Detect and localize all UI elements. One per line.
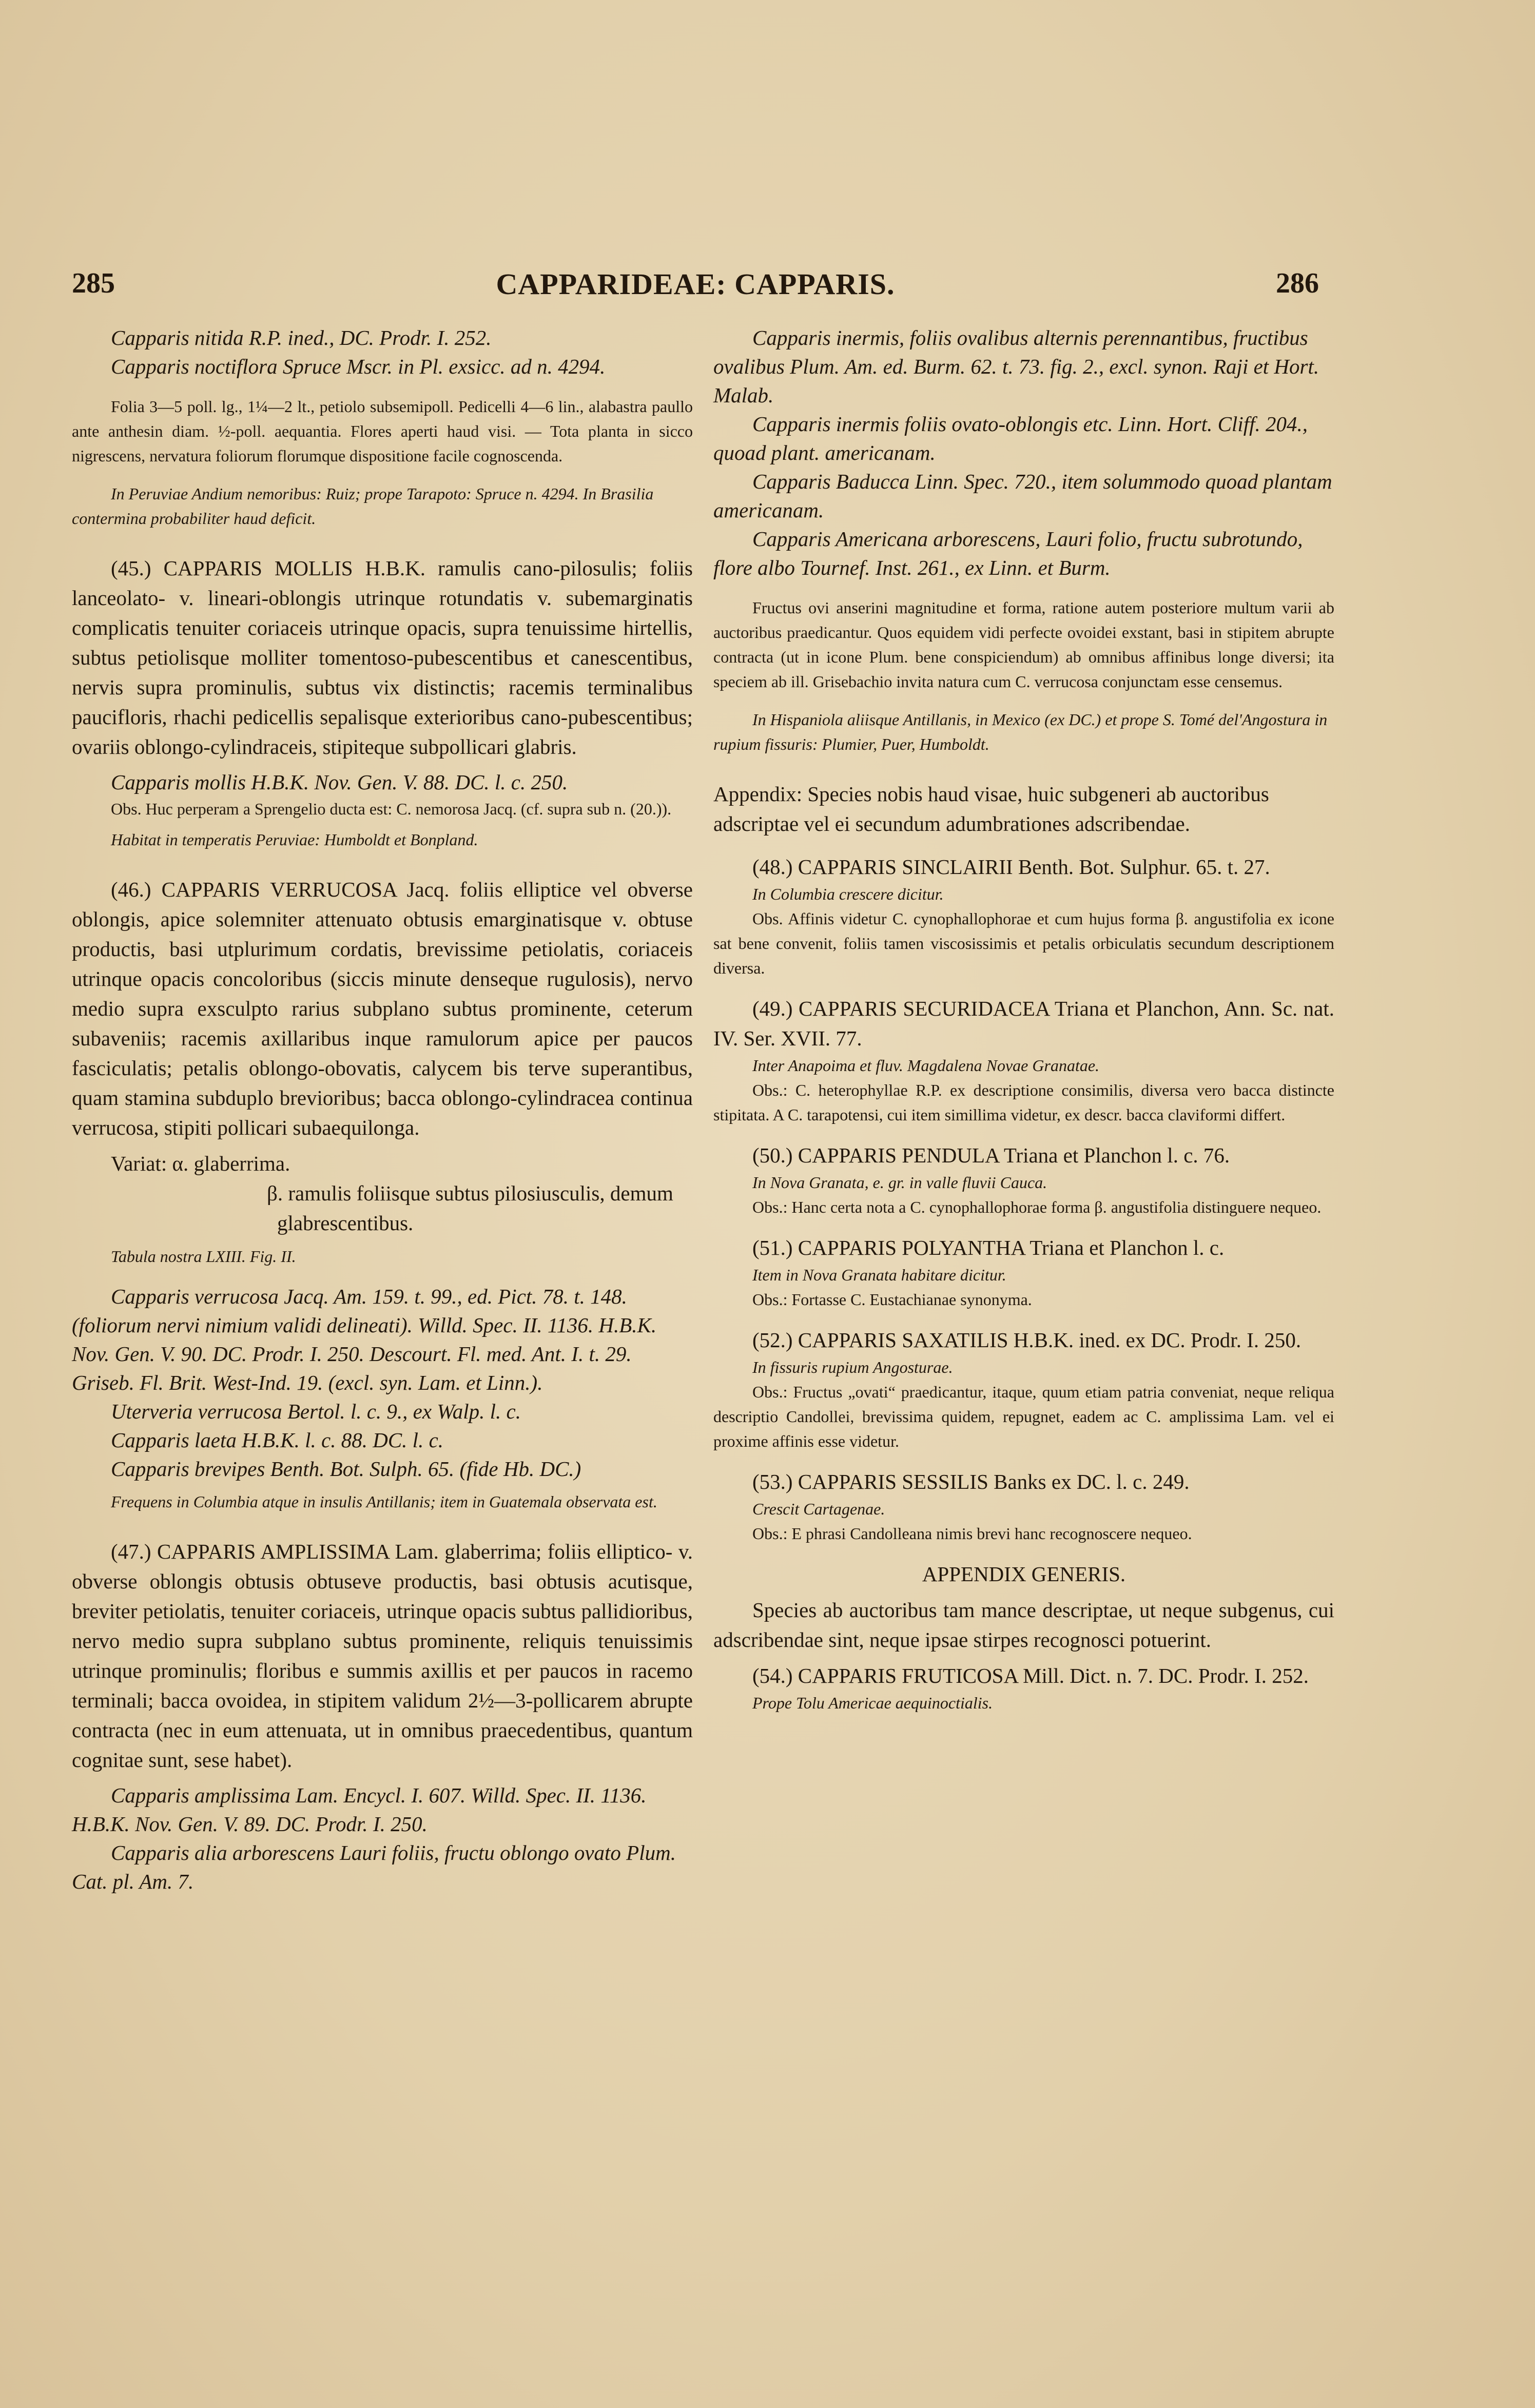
observation: Obs.: E phrasi Candolleana nimis brevi hanc recognoscere nequeo. xyxy=(752,1524,1192,1543)
page-number-right: 286 xyxy=(1276,267,1319,299)
species-heading: (49.) CAPPARIS SECURIDACEA Triana et Planchon, Ann. Sc. nat. IV. Ser. XVII. 77. xyxy=(713,997,1334,1050)
synonym: Capparis amplissima Lam. Encycl. I. 607. Willd. Spec. II. 1136. H.B.K. Nov. Gen. V. 89. DC. Prodr. I. 250. xyxy=(72,1783,647,1836)
species-heading: (48.) CAPPARIS SINCLAIRII Benth. Bot. Sulphur. 65. t. 27. xyxy=(752,855,1270,879)
right-column xyxy=(713,323,1334,1715)
observation: Obs.: C. heterophyllae R.P. ex descriptione consimilis, diversa vero bacca distincte stipitata. A C. tarapotensi, cui item simillima videtur, ex descr. bacca claviformi differt. xyxy=(713,1081,1334,1124)
habitat: Crescit Cartagenae. xyxy=(752,1500,885,1518)
species-diagnosis: (45.) CAPPARIS MOLLIS H.B.K. ramulis cano-pilosulis; foliis lanceolato- v. lineari-oblongis utrinque rotundatis v. subemarginatis complicatis tenuiter coriaceis utrinque opacis, supra tenuissime hirtellis, subtus petiolisque molliter tomentoso-pubescentibus et canescentibus, nervis supra prominulis, subtus vix distinctis; racemis terminalibus paucifloris, rhachi pedicellis sepalisque exterioribus cano-pubescentibus; ovariis oblongo-cylindraceis, stipiteque subpollicari glabris. xyxy=(72,556,693,759)
habitat: In Peruviae Andium nemoribus: Ruiz; prope Tarapoto: Spruce n. 4294. In Brasilia contermina probabiliter haud deficit. xyxy=(72,484,654,528)
observation: Obs.: Fructus „ovati“ praedicantur, itaque, quum etiam patria conveniat, neque reliqua descriptio Candollei, brevissima quidem, repugnet, eadem ac C. amplissima Lam. vel ei proxime affinis esse videtur. xyxy=(713,1383,1334,1450)
species-diagnosis: (46.) CAPPARIS VERRUCOSA Jacq. foliis elliptice vel obverse oblongis, apice solemniter attenuato obtusis emarginatisque v. obtuse productis, basi utplurimum cordatis, brevissime petiolatis, coriaceis utrinque opacis concoloribus (siccis minute denseque rugulosis), nervo medio supra exsculpto rarius subplano subtus prominente, ceterum subaveniis; racemis axillaribus inque ramulorum apice per paucos fasciculatis; petalis oblongo-obovatis, calycem bis terve superantibus, quam stamina subduplo brevioribus; bacca oblongo-cylindracea continua verrucosa, stipiti pollicari subaequilonga. xyxy=(72,878,693,1139)
habitat: Inter Anapoima et fluv. Magdalena Novae Granatae. xyxy=(752,1056,1100,1075)
variety-beta-cont: glabrescentibus. xyxy=(277,1211,414,1235)
habitat: Frequens in Columbia atque in insulis Antillanis; item in Guatemala observata est. xyxy=(111,1492,657,1511)
synonym: Uterveria verrucosa Bertol. l. c. 9., ex Walp. l. c. xyxy=(111,1400,521,1423)
species-diagnosis: (47.) CAPPARIS AMPLISSIMA Lam. glaberrima; foliis elliptico- v. obverse oblongis obtusis obtuseve productis, basi obtusis acutisque, breviter petiolatis, tenuiter coriaceis, utrinque opacis subtus pallidioribus, nervo medio supra subplano subtus prominente, reliquis tenuissimis utrinque prominulis; floribus e summis axillis et per paucos in racemo terminali; bacca ovoidea, in stipitem validum 2½—3-pollicarem abrupte contracta (nec in eum attenuata, ut in omnibus praecedentibus, quantum cognitae sunt, sese habet). xyxy=(72,1540,693,1772)
page-header xyxy=(72,267,1319,313)
running-title: CAPPARIDEAE: CAPPARIS. xyxy=(496,267,895,301)
variety-heading: Variat: α. glaberrima. xyxy=(111,1152,290,1175)
observation: Obs. Huc perperam a Sprengelio ducta est: C. nemorosa Jacq. (cf. supra sub n. (20.)). xyxy=(111,800,672,818)
synonym: Capparis alia arborescens Lauri foliis, fructu oblongo ovato Plum. Cat. pl. Am. 7. xyxy=(72,1841,676,1893)
habitat: In Hispaniola aliisque Antillanis, in Mexico (ex DC.) et prope S. Tomé del'Angostura in rupium fissuris: Plumier, Puer, Humboldt. xyxy=(713,710,1328,753)
synonym: Capparis nitida R.P. ined., DC. Prodr. I. 252. xyxy=(111,326,492,349)
synonym: Capparis inermis foliis ovato-oblongis etc. Linn. Hort. Cliff. 204., quoad plant. americanam. xyxy=(713,412,1308,464)
habitat: In Nova Granata, e. gr. in valle fluvii Cauca. xyxy=(752,1173,1047,1192)
habitat: Habitat in temperatis Peruviae: Humboldt et Bonpland. xyxy=(111,830,478,849)
species-heading: (54.) CAPPARIS FRUTICOSA Mill. Dict. n. 7. DC. Prodr. I. 252. xyxy=(752,1664,1309,1687)
appendix-heading: APPENDIX GENERIS. xyxy=(922,1562,1126,1586)
variety-beta: β. ramulis foliisque subtus pilosiusculis, demum xyxy=(267,1181,673,1205)
page-number-left: 285 xyxy=(72,267,115,299)
appendix-text: Species ab auctoribus tam mance descriptae, ut neque subgenus, cui adscribendae sint, neque ipsae stirpes recognosci potuerint. xyxy=(713,1598,1334,1652)
habitat: Prope Tolu Americae aequinoctialis. xyxy=(752,1694,993,1712)
left-column xyxy=(72,323,693,1896)
synonym: Capparis Baducca Linn. Spec. 720., item solummodo quoad plantam americanam. xyxy=(713,470,1332,522)
habitat: In Columbia crescere dicitur. xyxy=(752,885,944,903)
synonym: Capparis mollis H.B.K. Nov. Gen. V. 88. DC. l. c. 250. xyxy=(111,770,568,794)
species-heading: (52.) CAPPARIS SAXATILIS H.B.K. ined. ex DC. Prodr. I. 250. xyxy=(752,1328,1301,1352)
synonym: Capparis laeta H.B.K. l. c. 88. DC. l. c. xyxy=(111,1428,444,1452)
plate-reference: Tabula nostra LXIII. Fig. II. xyxy=(111,1247,296,1266)
observation: Obs. Affinis videtur C. cynophallophorae et cum hujus forma β. angustifolia ex icone sat bene convenit, foliis tamen viscosissimis et petalis orbiculatis secundum descriptionem diversa. xyxy=(713,909,1334,977)
observation: Obs.: Hanc certa nota a C. cynophallophorae forma β. angustifolia distinguere nequeo. xyxy=(752,1198,1322,1216)
observation: Obs.: Fortasse C. Eustachianae synonyma. xyxy=(752,1290,1032,1309)
synonym: Capparis inermis, foliis ovalibus alternis perennantibus, fructibus ovalibus Plum. Am. ed. Burm. 62. t. 73. fig. 2., excl. synon. Raji et Hort. Malab. xyxy=(713,326,1319,407)
habitat: In fissuris rupium Angosturae. xyxy=(752,1358,953,1376)
species-heading: (51.) CAPPARIS POLYANTHA Triana et Planchon l. c. xyxy=(752,1236,1225,1259)
habitat: Item in Nova Granata habitare dicitur. xyxy=(752,1266,1006,1284)
description-note: Fructus ovi anserini magnitudine et forma, ratione autem posteriore multum varii ab auctoribus praedicantur. Quos equidem vidi perfecte ovoidei exstant, basi in stipitem abrupte contracta (ut in icone Plum. bene conspiciendum) ab omnibus affinibus longe diversi; ita speciem ab ill. Grisebachio invita natura cum C. verrucosa conjunctam esse censemus. xyxy=(713,598,1334,691)
species-heading: (53.) CAPPARIS SESSILIS Banks ex DC. l. c. 249. xyxy=(752,1470,1190,1493)
synonym: Capparis verrucosa Jacq. Am. 159. t. 99., ed. Pict. 78. t. 148. (foliorum nervi nimium validi delineati). Willd. Spec. II. 1136. H.B.K. Nov. Gen. V. 90. DC. Prodr. I. 250. Descourt. Fl. med. Ant. I. t. 29. Griseb. Fl. Brit. West-Ind. 19. (excl. syn. Lam. et Linn.). xyxy=(72,1285,657,1394)
synonym: Capparis brevipes Benth. Bot. Sulph. 65. (fide Hb. DC.) xyxy=(111,1457,581,1481)
species-heading: (50.) CAPPARIS PENDULA Triana et Planchon l. c. 76. xyxy=(752,1143,1230,1167)
synonym: Capparis noctiflora Spruce Mscr. in Pl. exsicc. ad n. 4294. xyxy=(111,355,606,378)
description-note: Folia 3—5 poll. lg., 1¼—2 lt., petiolo subsemipoll. Pedicelli 4—6 lin., alabastra paullo ante anthesin diam. ½-poll. aequantia. Flores aperti haud visi. — Tota planta in sicco nigrescens, nervatura foliorum florumque dispositione facile cognoscenda. xyxy=(72,397,693,465)
appendix-intro: Appendix: Species nobis haud visae, huic subgeneri ab auctoribus adscriptae vel ei secundum adumbrationes adscribendae. xyxy=(713,782,1269,836)
synonym: Capparis Americana arborescens, Lauri folio, fructu subrotundo, flore albo Tournef. Inst. 261., ex Linn. et Burm. xyxy=(713,527,1303,579)
